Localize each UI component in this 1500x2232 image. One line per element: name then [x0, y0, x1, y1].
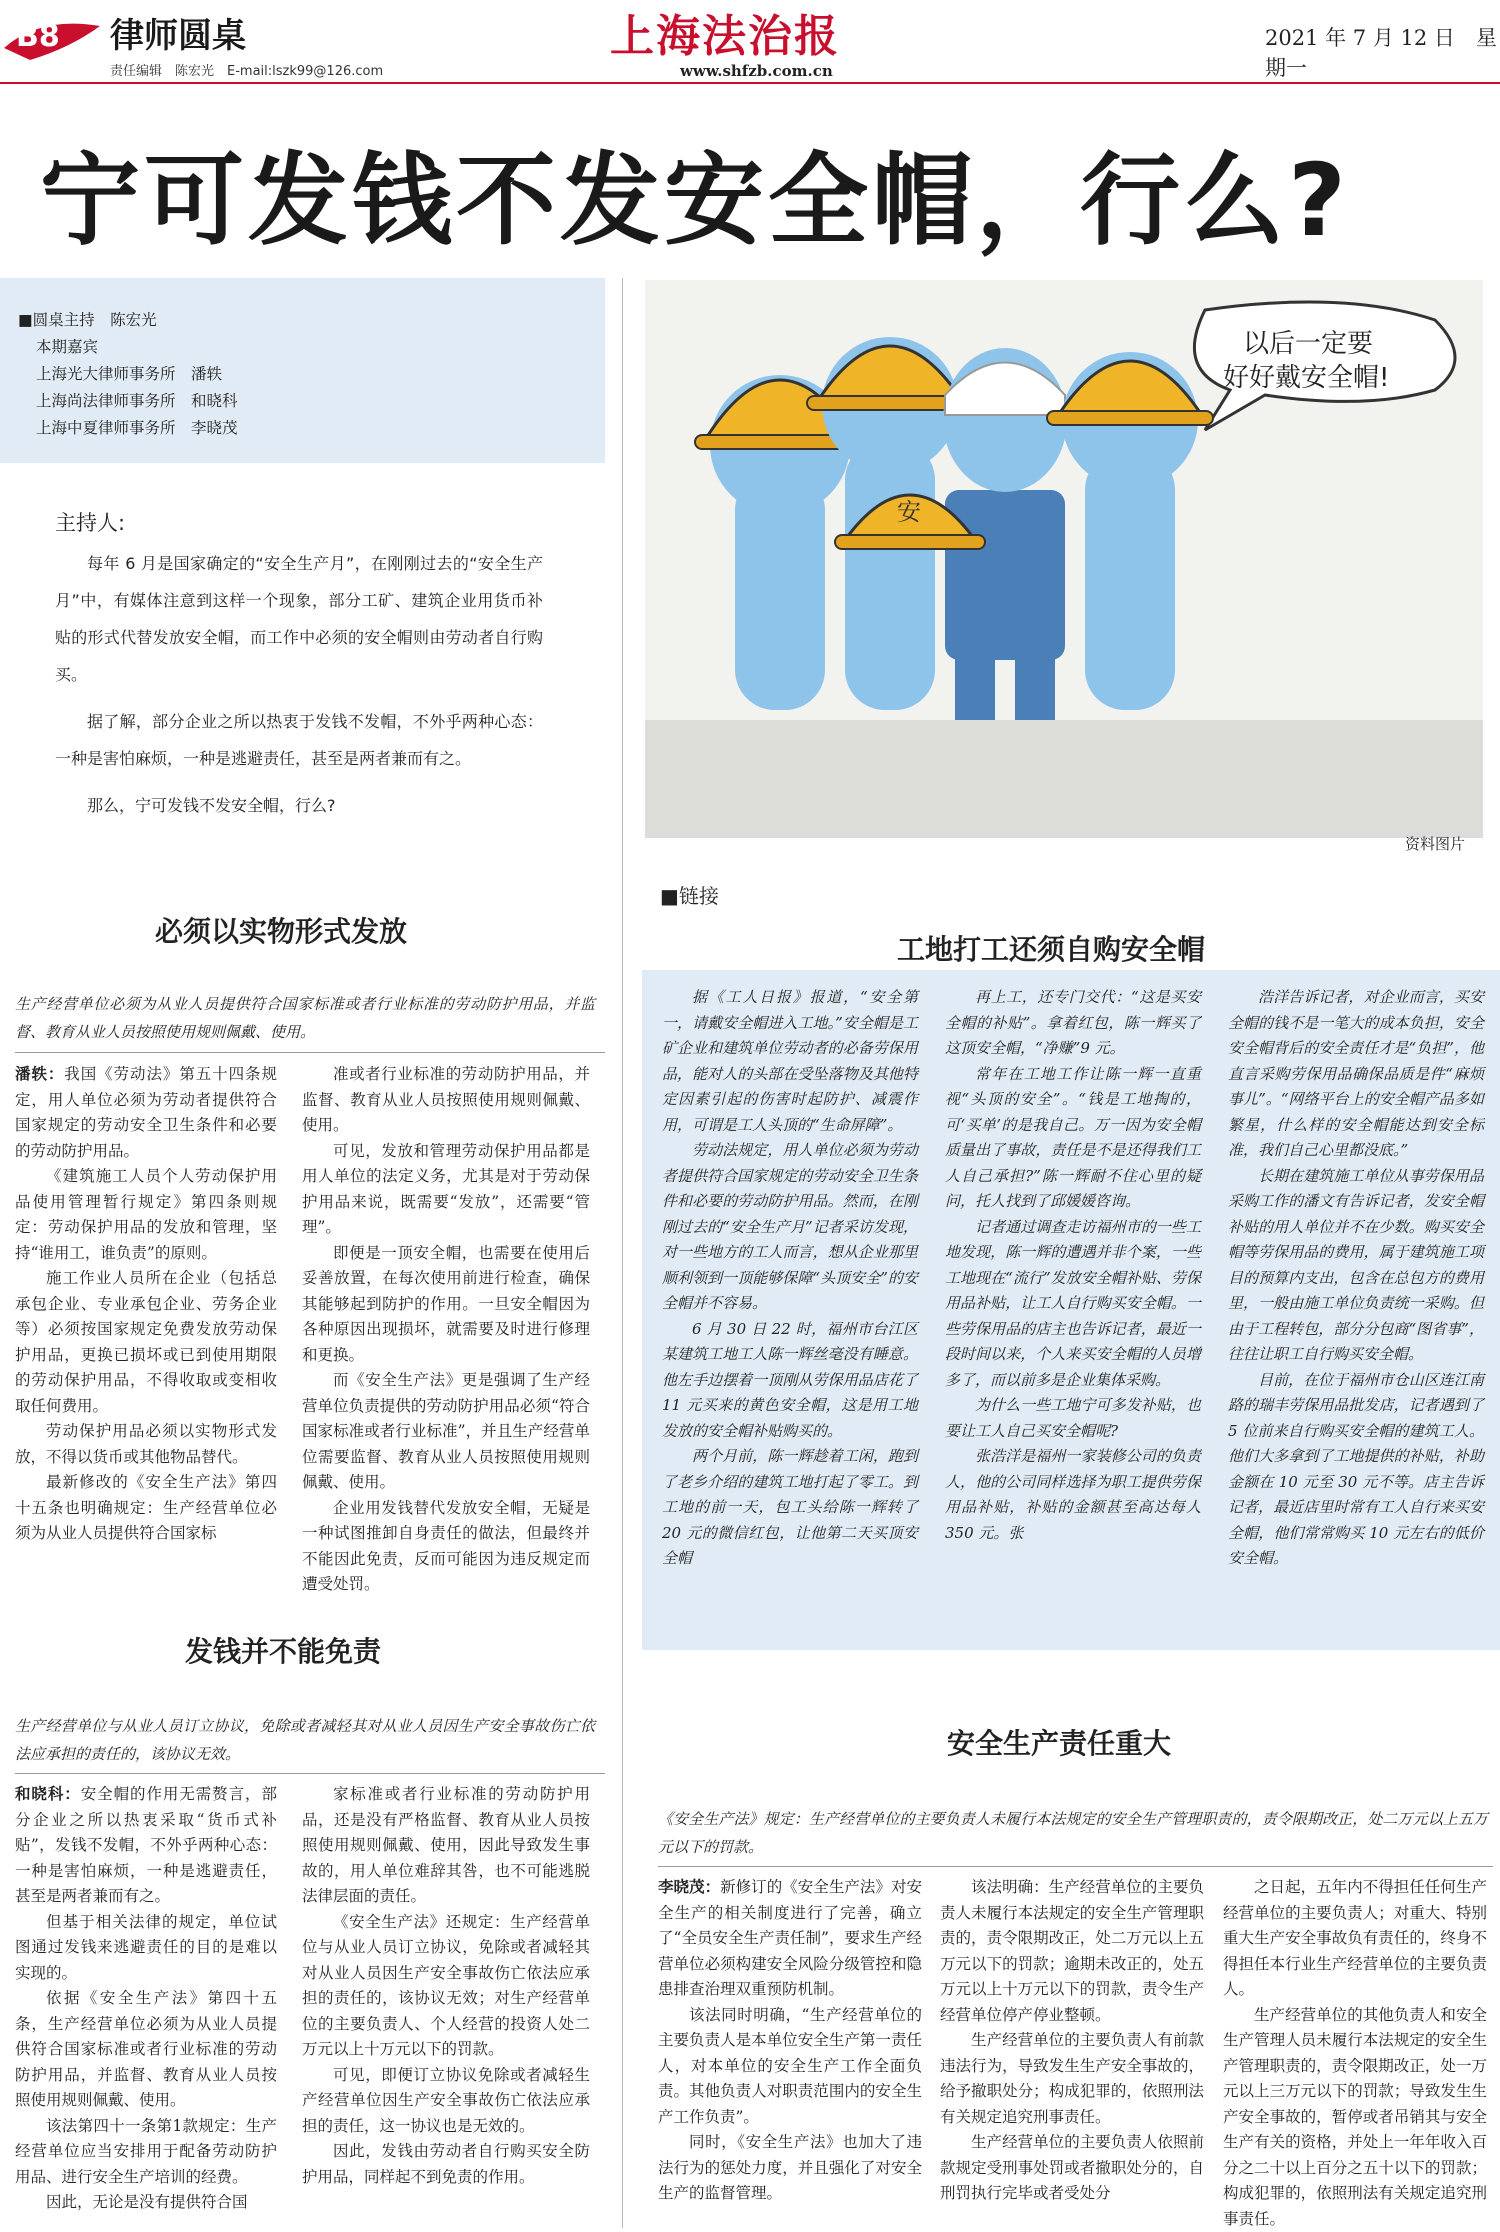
- host-label: 主持人:: [55, 507, 125, 537]
- section-column: [658, 1875, 922, 2223]
- section-title: 必须以实物形式发放: [155, 910, 407, 950]
- paragraph: 长期在建筑施工单位从事劳保用品采购工作的潘文有告诉记者，发安全帽补贴的用人单位并不在少数。购买安全帽等劳保用品的费用，属于建筑施工项目的预算内支出，包含在总包方的费用里，一般由施工单位负责统一采购。但由于工程转包，部分分包商“图省事”，往往让职工自行购买安全帽。: [1228, 1164, 1484, 1368]
- paragraph: 记者通过调查走访福州市的一些工地发现，陈一辉的遭遇并非个案，一些工地现在“流行”发放安全帽补贴、劳保用品补贴，让工人自行购买安全帽。一些劳保用品的店主也告诉记者，最近一段时间以来，个人来买安全帽的人员增多了，而以前多是企业集体采购。: [945, 1215, 1201, 1394]
- paragraph: 准或者行业标准的劳动防护用品，并监督、教育从业人员按照使用规则佩戴、使用。: [302, 1062, 590, 1139]
- paragraph: 常年在工地工作让陈一辉一直重视“头顶的安全”。“钱是工地掏的，可‘买单’的是我自己。万一因为安全帽质量出了事故，责任是不是还得我们工人自己承担?”陈一辉耐不住心里的疑问，托人找到了邱媛媛咨询。: [945, 1062, 1201, 1215]
- section-divider: [15, 1773, 605, 1774]
- paragraph: 该法同时明确，“生产经营单位的主要负责人是本单位安全生产第一责任人，对本单位的安全生产工作全面负责。其他负责人对职责范围内的安全生产工作负责”。: [658, 2003, 922, 2131]
- paragraph: 生产经营单位的主要负责人依照前款规定受刑事处罚或者撤职处分的，自刑罚执行完毕或者受处分: [940, 2130, 1204, 2207]
- paragraph: 但基于相关法律的规定，单位试图通过发钱来逃避责任的目的是难以实现的。: [15, 1910, 277, 1987]
- headline: 宁可发钱不发安全帽，行么?: [40, 120, 1350, 264]
- speaker-name: 李晓茂：: [658, 1878, 720, 1896]
- paragraph: 因此，无论是没有提供符合国: [15, 2190, 277, 2216]
- host-paragraph: 那么，宁可发钱不发安全帽，行么?: [55, 787, 543, 824]
- link-title: 工地打工还须自购安全帽: [897, 928, 1205, 968]
- paragraph: 目前，在位于福州市仓山区连江南路的瑞丰劳保用品批发店，记者遇到了 5 位前来自行购买安全帽的建筑工人。他们大多拿到了工地提供的补贴，补助金额在 10 元至 30 元不等。店主告诉记者，最近店里时常有工人自行来买安全帽，他们常常购买 10 元左右的低价安全帽。: [1228, 1368, 1484, 1572]
- speech-line: 好好戴安全帽!: [1223, 363, 1389, 393]
- link-tag: ■链接: [660, 880, 719, 909]
- paragraph: 同时，《安全生产法》也加大了违法行为的惩处力度，并且强化了对安全生产的监督管理。: [658, 2130, 922, 2207]
- image-caption: 资料图片: [1405, 833, 1465, 854]
- issue-date: 2021 年 7 月 12 日 星期一: [1265, 22, 1500, 82]
- paragraph: 两个月前，陈一辉趁着工闲，跑到了老乡介绍的建筑工地打起了零工。到工地的前一天，包工头给陈一辉转了 20 元的微信红包，让他第二天买顶安全帽: [662, 1444, 918, 1572]
- cartoon-illustration: [645, 280, 1483, 838]
- guest-item: 上海尚法律师事务所 和晓科: [36, 389, 238, 411]
- paragraph: 浩洋告诉记者，对企业而言，买安全帽的钱不是一笔大的成本负担，安全安全帽背后的安全责任才是“负担”，他直言采购劳保用品确保品质是件“麻烦事儿”。“网络平台上的安全帽产品多如繁星，什么样的安全帽能达到安全标准，我们自己心里都没底。”: [1228, 985, 1484, 1164]
- section-column: [302, 1782, 590, 2222]
- guests-box: [0, 278, 605, 463]
- guest-item: 上海中夏律师事务所 李晓茂: [36, 416, 238, 438]
- host-credit: ■圆桌主持 陈宏光: [18, 308, 157, 330]
- paragraph: 为什么一些工地宁可多发补贴，也要让工人自己买安全帽呢?: [945, 1393, 1201, 1444]
- header-divider: [0, 82, 1500, 84]
- host-intro: [55, 545, 543, 834]
- guest-item: 上海光大律师事务所 潘轶: [36, 362, 222, 384]
- paragraph: 张浩洋是福州一家装修公司的负责人，他的公司同样选择为职工提供劳保用品补贴，补贴的金额甚至高达每人 350 元。张: [945, 1444, 1201, 1546]
- masthead-logo: 上海法治报: [610, 0, 840, 64]
- section-column: [1223, 1875, 1487, 2223]
- section-divider: [15, 1052, 605, 1053]
- link-column: [945, 985, 1201, 1635]
- speaker-name: 潘轶：: [15, 1065, 64, 1083]
- paragraph: 再上工，还专门交代：“这是买安全帽的补贴”。拿着红包，陈一辉买了这顶安全帽，“净赚”9 元。: [945, 985, 1201, 1062]
- paragraph: 李晓茂：新修订的《安全生产法》对安全生产的相关制度进行了完善，确立了“全员安全生产责任制”，要求生产经营单位必须构建安全风险分级管控和隐患排查治理双重预防机制。: [658, 1875, 922, 2003]
- paragraph: 企业用发钱替代发放安全帽，无疑是一种试图推卸自身责任的做法，但最终并不能因此免责，反而可能因为违反规定而遭受处罚。: [302, 1496, 590, 1598]
- paragraph: 依据《安全生产法》第四十五条，生产经营单位必须为从业人员提供符合国家标准或者行业标准的劳动防护用品，并监督、教育从业人员按照使用规则佩戴、使用。: [15, 1986, 277, 2114]
- section-lead: 《安全生产法》规定：生产经营单位的主要负责人未履行本法规定的安全生产管理职责的，责令限期改正，处二万元以上五万元以下的罚款。: [658, 1805, 1488, 1861]
- paragraph: 劳动保护用品必须以实物形式发放，不得以货币或其他物品替代。: [15, 1419, 277, 1470]
- paragraph: 而《安全生产法》更是强调了生产经营单位负责提供的劳动防护用品必须“符合国家标准或者行业标准”，并且生产经营单位需要监督、教育从业人员按照使用规则佩戴、使用。: [302, 1368, 590, 1496]
- masthead-url: www.shfzb.com.cn: [680, 62, 833, 80]
- section-title: 发钱并不能免责: [185, 1630, 381, 1670]
- section-column: [15, 1782, 277, 2222]
- paragraph: 该法明确：生产经营单位的主要负责人未履行本法规定的安全生产管理职责的，责令限期改正，处二万元以上五万元以下的罚款；逾期未改正的，处五万元以上十万元以下的罚款，责令生产经营单位停产停业整顿。: [940, 1875, 1204, 2028]
- paragraph: 可见，即便订立协议免除或者减轻生产经营单位因生产安全事故伤亡依法应承担的责任，这一协议也是无效的。: [302, 2063, 590, 2140]
- column-divider: [622, 278, 623, 2228]
- paragraph: 该法第四十一条第1款规定：生产经营单位应当安排用于配备劳动防护用品、进行安全生产培训的经费。: [15, 2114, 277, 2191]
- paragraph: 《建筑施工人员个人劳动保护用品使用管理暂行规定》第四条则规定：劳动保护用品的发放和管理，坚持“谁用工，谁负责”的原则。: [15, 1164, 277, 1266]
- helmet-label: 安: [897, 498, 921, 526]
- paragraph: 和晓科：安全帽的作用无需赘言，部分企业之所以热衷采取“货币式补贴”，发钱不发帽，不外乎两种心态：一种是害怕麻烦，一种是逃避责任，甚至是两者兼而有之。: [15, 1782, 277, 1910]
- paragraph: 生产经营单位的主要负责人有前款违法行为，导致发生生产安全事故的，给予撤职处分；构成犯罪的，依照刑法有关规定追究刑事责任。: [940, 2028, 1204, 2130]
- paragraph: 之日起，五年内不得担任任何生产经营单位的主要负责人；对重大、特别重大生产安全事故负有责任的，终身不得担任本行业生产经营单位的主要负责人。: [1223, 1875, 1487, 2003]
- speech-line: 以后一定要: [1243, 329, 1373, 359]
- section-lead: 生产经营单位与从业人员订立协议，免除或者减轻其对从业人员因生产安全事故伤亡依法应承担的责任的，该协议无效。: [15, 1712, 595, 1768]
- host-paragraph: 据了解，部分企业之所以热衷于发钱不发帽，不外乎两种心态：一种是害怕麻烦，一种是逃避责任，甚至是两者兼而有之。: [55, 703, 543, 777]
- paragraph: 家标准或者行业标准的劳动防护用品，还是没有严格监督、教育从业人员按照使用规则佩戴、使用，因此导致发生事故的，用人单位难辞其咎，也不可能逃脱法律层面的责任。: [302, 1782, 590, 1910]
- guest-label: 本期嘉宾: [36, 335, 98, 357]
- paragraph: 6 月 30 日 22 时，福州市台江区某建筑工地工人陈一辉丝毫没有睡意。他左手边摆着一顶刚从劳保用品店花了 11 元买来的黄色安全帽，这是用工地发放的安全帽补贴购买的。: [662, 1317, 918, 1445]
- paragraph: 生产经营单位的其他负责人和安全生产管理人员未履行本法规定的安全生产管理职责的，责令限期改正，处一万元以上三万元以下的罚款；导致发生生产安全事故的，暂停或者吊销其与安全生产有关的资格，并处上一年年收入百分之二十以上百分之五十以下的罚款；构成犯罪的，依照刑法有关规定追究刑事责任。: [1223, 2003, 1487, 2232]
- section-divider: [658, 1866, 1493, 1867]
- editor-line: 责任编辑 陈宏光 E-mail:lszk99@126.com: [110, 60, 383, 79]
- page-number-badge: [0, 8, 110, 64]
- paragraph: 最新修改的《安全生产法》第四十五条也明确规定：生产经营单位必须为从业人员提供符合国家标: [15, 1470, 277, 1547]
- page-number: B8: [16, 19, 60, 54]
- link-column: [662, 985, 918, 1635]
- paragraph: 劳动法规定，用人单位必须为劳动者提供符合国家规定的劳动安全卫生条件和必要的劳动防护用品。然而，在刚刚过去的“安全生产月”记者采访发现，对一些地方的工人而言，想从企业那里顺利领到一顶能够保障“头顶安全”的安全帽并不容易。: [662, 1138, 918, 1317]
- paragraph: 可见，发放和管理劳动保护用品都是用人单位的法定义务，尤其是对于劳动保护用品来说，既需要“发放”，还需要“管理”。: [302, 1139, 590, 1241]
- paragraph: 《安全生产法》还规定：生产经营单位与从业人员订立协议，免除或者减轻其对从业人员因生产安全事故伤亡依法应承担的责任的，该协议无效；对生产经营单位的主要负责人、个人经营的投资人处二万元以上十万元以下的罚款。: [302, 1910, 590, 2063]
- section-column: [940, 1875, 1204, 2223]
- section-column: [15, 1062, 277, 1567]
- speaker-name: 和晓科：: [15, 1785, 81, 1803]
- section-title: 安全生产责任重大: [947, 1722, 1171, 1762]
- paragraph: 因此，发钱由劳动者自行购买安全防护用品，同样起不到免责的作用。: [302, 2139, 590, 2190]
- link-column: [1228, 985, 1484, 1635]
- paragraph: 据《工人日报》报道，“安全第一，请戴安全帽进入工地。”安全帽是工矿企业和建筑单位劳动者的必备劳保用品，能对人的头部在受坠落物及其他特定因素引起的伤害时起防护、减震作用，可谓是工人头顶的“生命屏障”。: [662, 985, 918, 1138]
- section-name: 律师圆桌: [110, 8, 246, 57]
- paragraph: 潘轶：我国《劳动法》第五十四条规定，用人单位必须为劳动者提供符合国家规定的劳动安全卫生条件和必要的劳动防护用品。: [15, 1062, 277, 1164]
- section-lead: 生产经营单位必须为从业人员提供符合国家标准或者行业标准的劳动防护用品，并监督、教育从业人员按照使用规则佩戴、使用。: [15, 990, 595, 1046]
- paragraph: 施工作业人员所在企业（包括总承包企业、专业承包企业、劳务企业等）必须按国家规定免费发放劳动保护用品，更换已损坏或已到使用期限的劳动保护用品，不得收取或变相收取任何费用。: [15, 1266, 277, 1419]
- section-column: [302, 1062, 590, 1567]
- host-paragraph: 每年 6 月是国家确定的“安全生产月”，在刚刚过去的“安全生产月”中，有媒体注意到这样一个现象，部分工矿、建筑企业用货币补贴的形式代替发放安全帽，而工作中必须的安全帽则由劳动者自行购买。: [55, 545, 543, 693]
- paragraph: 即便是一顶安全帽，也需要在使用后妥善放置，在每次使用前进行检查，确保其能够起到防护的作用。一旦安全帽因为各种原因出现损坏，就需要及时进行修理和更换。: [302, 1241, 590, 1369]
